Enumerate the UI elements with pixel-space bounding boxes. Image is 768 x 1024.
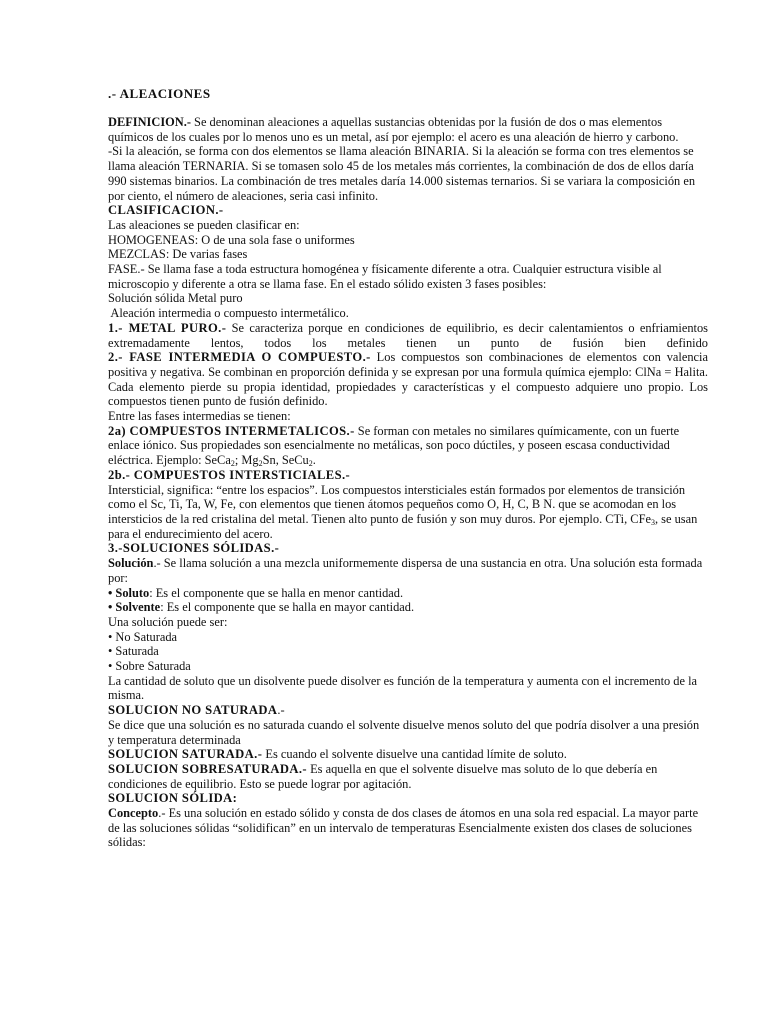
metal-puro-label: 1.- METAL PURO.- [108, 320, 227, 335]
clasificacion-line-2: HOMOGENEAS: O de una sola fase o uniformes [108, 232, 355, 247]
soluciones-heading: 3.-SOLUCIONES SÓLIDAS.- [108, 541, 280, 556]
solucion-text: .- Se llama solución a una mezcla uniformemente dispersa de una sustancia en otra. Una solución esta formada por: [108, 556, 703, 585]
definicion-paragraph [108, 115, 708, 144]
binaria-paragraph: -Si la aleación, se forma con dos elementos se llama aleación BINARIA. Si la aleación se forma con tres elementos se llama aleación TERNARIA. Si se tomasen solo 45 de los metales más corrientes, la combinación de dos de ellos daría 990 sistemas binarios. La combinación de tres metales daría 14.000 sistemas ternarios. Si se variara la composición en por ciento, el número de aleaciones, seria casi infinito. [108, 144, 696, 203]
solvente-label: • Solvente [108, 600, 161, 615]
metal-puro-text: Se caracteriza porque en condiciones de equilibrio, es decir calentamientos o enfriamientos extremadamente lentos, todos los metales tienen un punto de fusión bien definido [108, 320, 708, 350]
intermetalicos-text: Se forman con metales no similares químicamente, con un fuerte enlace iónico. Sus propiedades son esencialmente no metálicas, son poco dúctiles, y poseen escasa conductividad eléctrica. Ejemplo: SeCa [108, 423, 680, 468]
sobresaturada-label: SOLUCION SOBRESATURADA.- [108, 761, 308, 776]
puede-ser-line: Una solución puede ser: [108, 614, 228, 629]
intersticiales-text: Intersticial, significa: “entre los espacios”. Los compuestos intersticiales están formados por elementos de transición como el Sc, Ti, Ta, W, Fe, con elementos que tienen átomos pequeños como O, H, C, B N. que se acomodan en los intersticios de la red cristalina del metal. Tienen alto punto de fusión y son muy duros. Por ejemplo. CTi, CFe [108, 482, 686, 526]
intermetalicos-paragraph [108, 424, 708, 468]
soluto-text: : Es el componente que se halla en menor cantidad. [149, 585, 404, 600]
intermetalicos-label: 2a) COMPUESTOS INTERMETALICOS.- [108, 423, 355, 438]
fase-intermedia-paragraph [108, 350, 708, 409]
intersticiales-end: , se usan para el endurecimiento del acero. [108, 511, 698, 541]
intersticiales-heading: 2b.- COMPUESTOS INTERSTICIALES.- [108, 467, 351, 482]
no-saturada-label: SOLUCION NO SATURADA [108, 703, 278, 718]
no-saturada-heading [108, 703, 708, 718]
solucion-label: Solución [108, 556, 154, 571]
subscript: 2 [258, 459, 263, 469]
no-saturada-paragraph: Se dice que una solución es no saturada cuando el solvente disuelve menos soluto del que podría disolver a una presión y temperatura determinada [108, 717, 700, 747]
cantidad-paragraph: La cantidad de soluto que un disolvente puede disolver es función de la temperatura y aumenta con el incremento de la misma. [108, 673, 698, 703]
clasificacion-heading: CLASIFICACION.- [108, 203, 224, 218]
soluto-label: • Soluto [108, 585, 150, 600]
formula-mg: Mg [241, 453, 259, 468]
separator: ; [234, 453, 239, 468]
definicion-label: DEFINICION.- [108, 115, 191, 129]
subscript: 2 [308, 459, 313, 469]
period: . [312, 453, 316, 468]
clasificacion-line-6: Aleación intermedia o compuesto intermetálico. [108, 306, 349, 321]
saturada-paragraph [108, 747, 708, 762]
list-item: • Sobre Saturada [108, 659, 191, 674]
fase-intermedia-label: 2.- FASE INTERMEDIA O COMPUESTO.- [108, 350, 371, 365]
solucion-paragraph [108, 556, 708, 585]
concepto-label: Concepto [108, 806, 159, 821]
metal-puro-paragraph [108, 321, 708, 350]
list-item: • No Saturada [108, 629, 178, 644]
subscript: 2 [230, 459, 235, 469]
subscript: 3 [650, 517, 655, 527]
fases-intermedias-intro: Entre las fases intermedias se tienen: [108, 409, 291, 424]
sobresaturada-text: Es aquella en que el solvente disuelve mas soluto de lo que debería en condiciones de equilibrio. Esto se puede lograr por agitación. [108, 761, 658, 791]
solvente-line [108, 600, 708, 615]
soluto-line [108, 586, 708, 601]
saturada-text: Es cuando el solvente disuelve una cantidad límite de soluto. [262, 747, 567, 762]
intersticiales-paragraph [108, 483, 708, 542]
document-title: .- ALEACIONES [108, 86, 211, 101]
clasificacion-line-1: Las aleaciones se pueden clasificar en: [108, 217, 300, 232]
fase-paragraph: FASE.- Se llama fase a toda estructura homogénea y físicamente diferente a otra. Cualquier estructura visible al microscopio y diferente a otra se llama fase. En el estado sólido existen 3 fases posibles: [108, 262, 662, 291]
concepto-paragraph [108, 806, 708, 850]
fase-intermedia-text: Los compuestos son combinaciones de elementos con valencia positiva y negativa. Se combinan en proporción definida y se expresan por una formula química ejemplo: ClNa = Halita. Cada elemento pierde su propia identidad, propiedades y características y el compuesto adquiere uno propio. Los compuestos tienen punto de fusión definido. [108, 350, 709, 409]
no-saturada-label-end: .- [277, 703, 285, 718]
formula-sn-secu: Sn, SeCu [262, 453, 309, 468]
list-item: • Saturada [108, 644, 159, 659]
saturada-label: SOLUCION SATURADA.- [108, 747, 263, 762]
solvente-text: : Es el componente que se halla en mayor cantidad. [160, 600, 415, 615]
clasificacion-line-5: Solución sólida Metal puro [108, 291, 243, 306]
solucion-solida-heading: SOLUCION SÓLIDA: [108, 791, 238, 806]
concepto-text: .- Es una solución en estado sólido y consta de dos clases de átomos en una sola red espacial. La mayor parte de las soluciones sólidas “solidifican” en un intervalo de temperaturas Esencialmente existen dos clases de soluciones sólidas: [108, 806, 699, 850]
definicion-text: Se denominan aleaciones a aquellas sustancias obtenidas por la fusión de dos o mas elementos químicos de los cuales por lo menos uno es un metal, así por ejemplo: el acero es una aleación de hierro y carbono. [108, 115, 679, 144]
sobresaturada-paragraph [108, 762, 708, 791]
clasificacion-line-3: MEZCLAS: De varias fases [108, 247, 248, 262]
